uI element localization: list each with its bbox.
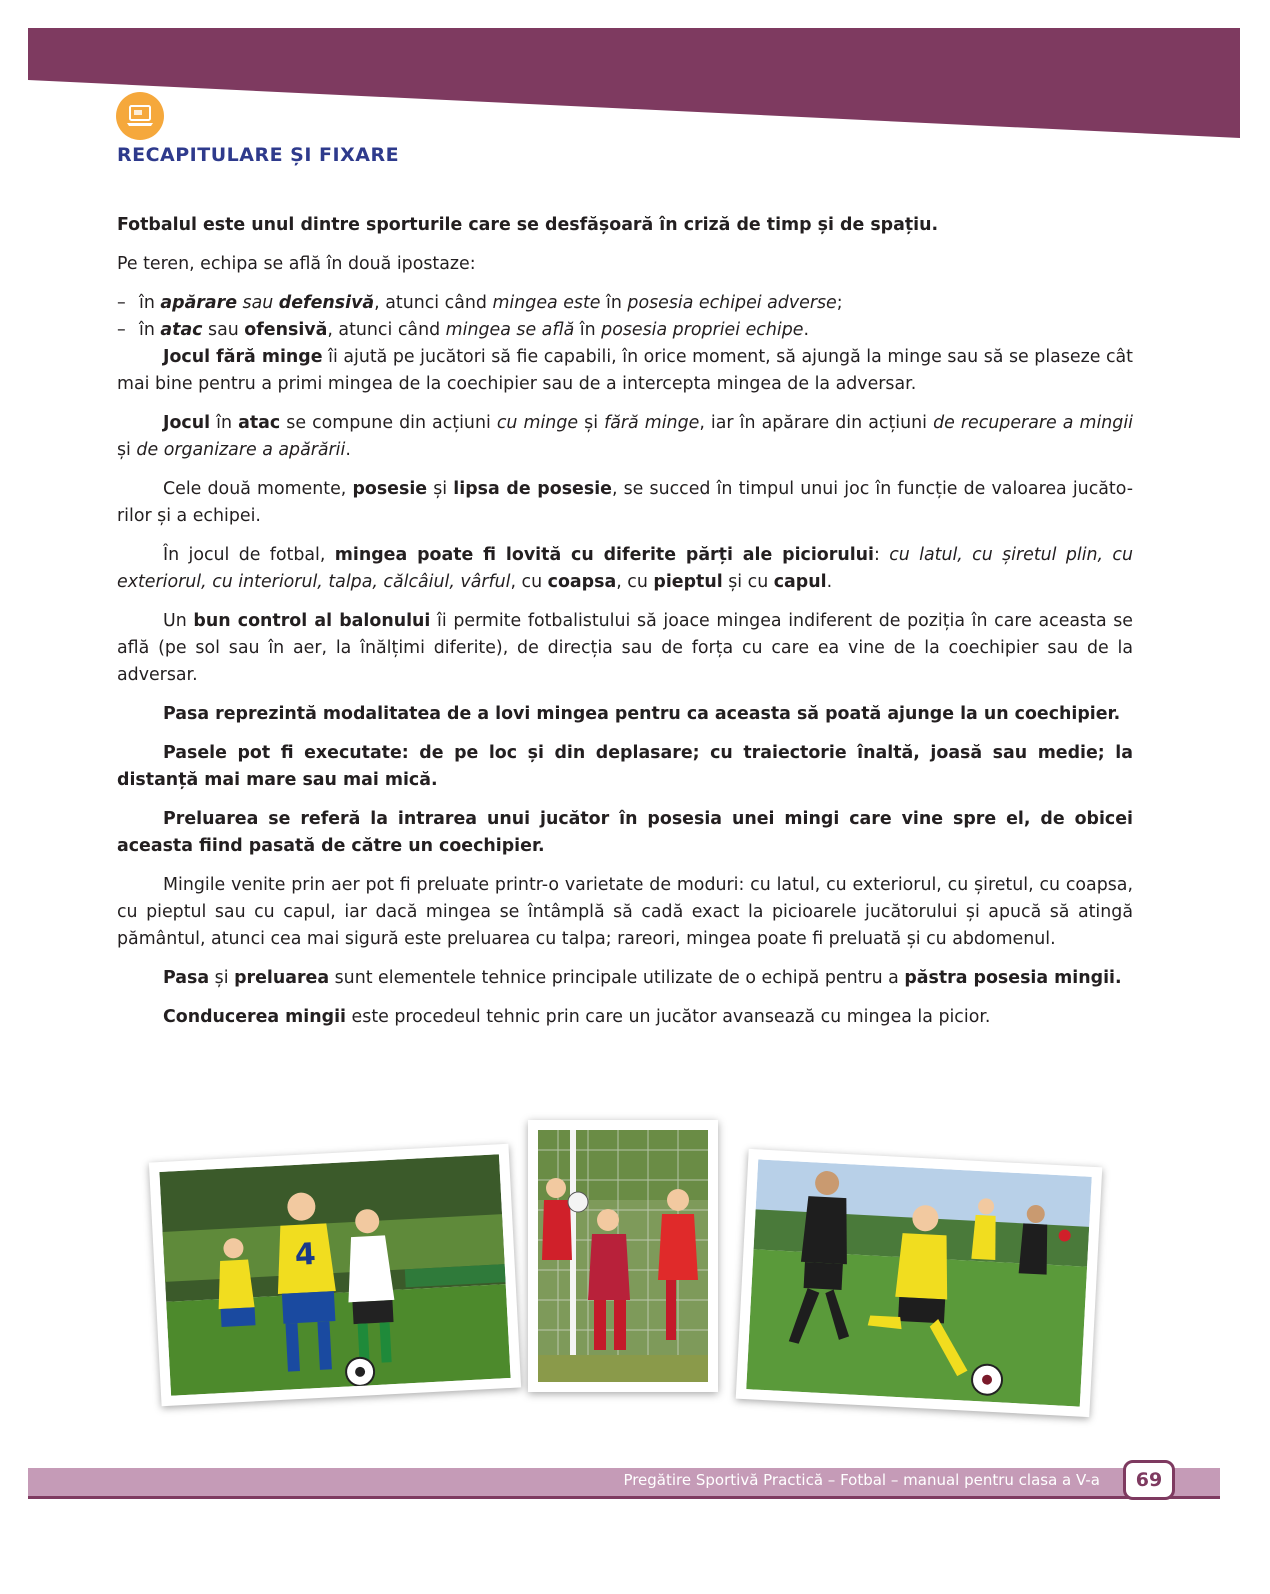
photo-kids-black-yellow-match: [736, 1149, 1103, 1417]
intro-bold: Fotbalul este unul dintre sporturile care se desfășoară în criză de timp și de spațiu.: [117, 215, 939, 235]
photo-kids-red-team-goal: [528, 1120, 718, 1392]
text: , iar în apărare din acțiuni: [699, 413, 934, 433]
main-text: [117, 212, 1133, 1043]
text-italic: cu minge: [496, 413, 579, 433]
paragraph-control: [117, 608, 1133, 689]
paragraph-momente: [117, 476, 1133, 530]
paragraph-ipostaze: Pe teren, echipa se află în două ipostaze:: [117, 254, 476, 274]
paragraph-pasa: [117, 701, 1133, 728]
text-bold: Conducerea mingii: [163, 1007, 347, 1027]
text: și: [117, 440, 137, 460]
text: în: [600, 293, 628, 313]
text: în: [139, 320, 161, 340]
text: în: [574, 320, 602, 340]
header-banner: [28, 28, 1240, 140]
text-bold: posesie: [352, 479, 428, 499]
text-bold: păstra posesia mingii.: [904, 968, 1122, 988]
section-icon: [116, 92, 164, 140]
text-bold: lipsa de posesie: [453, 479, 612, 499]
text-italic: cu latul, cu șiretul plin, cu exteriorul, cu interiorul, talpa, călcâiul, vârful: [117, 545, 1134, 592]
text-bold: Pasele pot fi executate: de pe loc și din deplasare; cu traiectorie înaltă, joasă sau medie; la distanță mai mare sau mai mică.: [117, 743, 1133, 790]
text: , cu: [616, 572, 654, 592]
text-italic: fără minge: [604, 413, 700, 433]
text: , atunci când: [374, 293, 493, 313]
text-italic: de recuperare a mingii: [933, 413, 1134, 433]
text: se compune din acțiuni: [280, 413, 497, 433]
text: sau: [237, 293, 279, 313]
text: îi ajută pe jucători să fie capabili, în orice moment, să ajungă la minge sau să se plaseze cât mai bine pentru a primi mingea de la coechipier sau de a intercepta mingea de la adversar.: [117, 347, 1133, 394]
text-bold: Jocul: [163, 413, 211, 433]
paragraph-preluarea: [117, 806, 1133, 860]
list-item-aparare: [139, 290, 1133, 317]
text: ;: [836, 293, 843, 313]
page-number: 69: [1123, 1460, 1175, 1500]
text: În jocul de fotbal,: [163, 545, 335, 565]
text-italic: de organizare a apărării: [136, 440, 346, 460]
text-bold: bun control al balonului: [193, 611, 431, 631]
term-defensiva: defensivă: [278, 293, 375, 313]
text: :: [874, 545, 890, 565]
text: și cu: [722, 572, 774, 592]
paragraph-joc-atac: [117, 410, 1133, 464]
text-bold: Pasa: [163, 968, 210, 988]
text-italic: posesia echipei adverse: [627, 293, 837, 313]
text: sau: [202, 320, 245, 340]
text-bold: capul: [773, 572, 827, 592]
text-bold: Preluarea se referă la intrarea unui jucător în posesia unei mingi care vine spre el, de obicei aceasta fiind pasată de către un coechipier.: [117, 809, 1133, 856]
paragraph-mingi-aer: Mingile venite prin aer pot fi preluate printr-o varietate de moduri: cu latul, cu exteriorul, cu șiretul, cu coapsa, cu pieptul sau cu capul, iar dacă mingea se întâmplă să cadă exact la picioarele jucătorului și apucă să atingă pământul, atunci cea mai sigură este preluarea cu talpa; rareori, mingea poate fi preluată și cu abdomenul.: [117, 875, 1133, 949]
text-italic: mingea se află: [445, 320, 575, 340]
photo-strip: [0, 1110, 1270, 1430]
text: .: [803, 320, 809, 340]
paragraph-joc-fara-minge: [117, 344, 1133, 398]
text: , se succed în timpul unui joc în funcție de valoarea jucăto-rilor și a echipei.: [117, 479, 1133, 526]
footer-text: Pregătire Sportivă Practică – Fotbal – manual pentru clasa a V-a: [623, 1471, 1100, 1489]
laptop-icon: [125, 103, 155, 129]
text-italic: posesia propriei echipe: [601, 320, 804, 340]
footer-bar: [28, 1468, 1220, 1499]
ipostaze-list: [117, 290, 1133, 344]
text: și: [427, 479, 454, 499]
text-bold: coapsa: [547, 572, 617, 592]
text-bold: atac: [238, 413, 281, 433]
text: în: [139, 293, 161, 313]
text: sunt elementele tehnice principale utilizate de o echipă pentru a: [329, 968, 905, 988]
text-bold: pieptul: [653, 572, 723, 592]
text: .: [826, 572, 833, 592]
text-bold: preluarea: [234, 968, 330, 988]
text-bold: mingea poate fi lovită cu diferite părți ale piciorului: [334, 545, 875, 565]
term-ofensiva: ofensivă: [244, 320, 328, 340]
text-italic: mingea este: [492, 293, 601, 313]
photo-kids-yellow-team: [149, 1144, 521, 1407]
text: Cele două momente,: [163, 479, 353, 499]
paragraph-pase: [117, 740, 1133, 794]
text: este procedeul tehnic prin care un jucător avansează cu mingea la picior.: [346, 1007, 991, 1027]
text-bold: Jocul fără minge: [163, 347, 323, 367]
list-item-atac: [139, 317, 1133, 344]
text-bold: Pasa reprezintă modalitatea de a lovi mingea pentru ca aceasta să poată ajunge la un coechipier.: [163, 704, 1121, 724]
text: , atunci când: [327, 320, 446, 340]
text: Un: [163, 611, 194, 631]
text: și: [578, 413, 605, 433]
paragraph-intro: [117, 212, 1133, 239]
jersey-number: 4: [294, 1237, 317, 1274]
term-aparare: apărare: [160, 293, 237, 313]
paragraph-lovire: [117, 542, 1133, 596]
paragraph-conducere: [117, 1004, 1133, 1031]
paragraph-pasa-preluare: [117, 965, 1133, 992]
text: și: [209, 968, 235, 988]
term-atac: atac: [160, 320, 203, 340]
text: .: [345, 440, 351, 460]
text: , cu: [510, 572, 548, 592]
section-title: RECAPITULARE ȘI FIXARE: [117, 144, 400, 166]
text: în: [210, 413, 239, 433]
text: îi permite fotbalistului să joace mingea indiferent de poziția în care aceasta se află (pe sol sau în aer, la înălțimi diferite), de direcția sau de forța cu care ea vine de la coechipier sau de la adversar.: [117, 611, 1133, 685]
